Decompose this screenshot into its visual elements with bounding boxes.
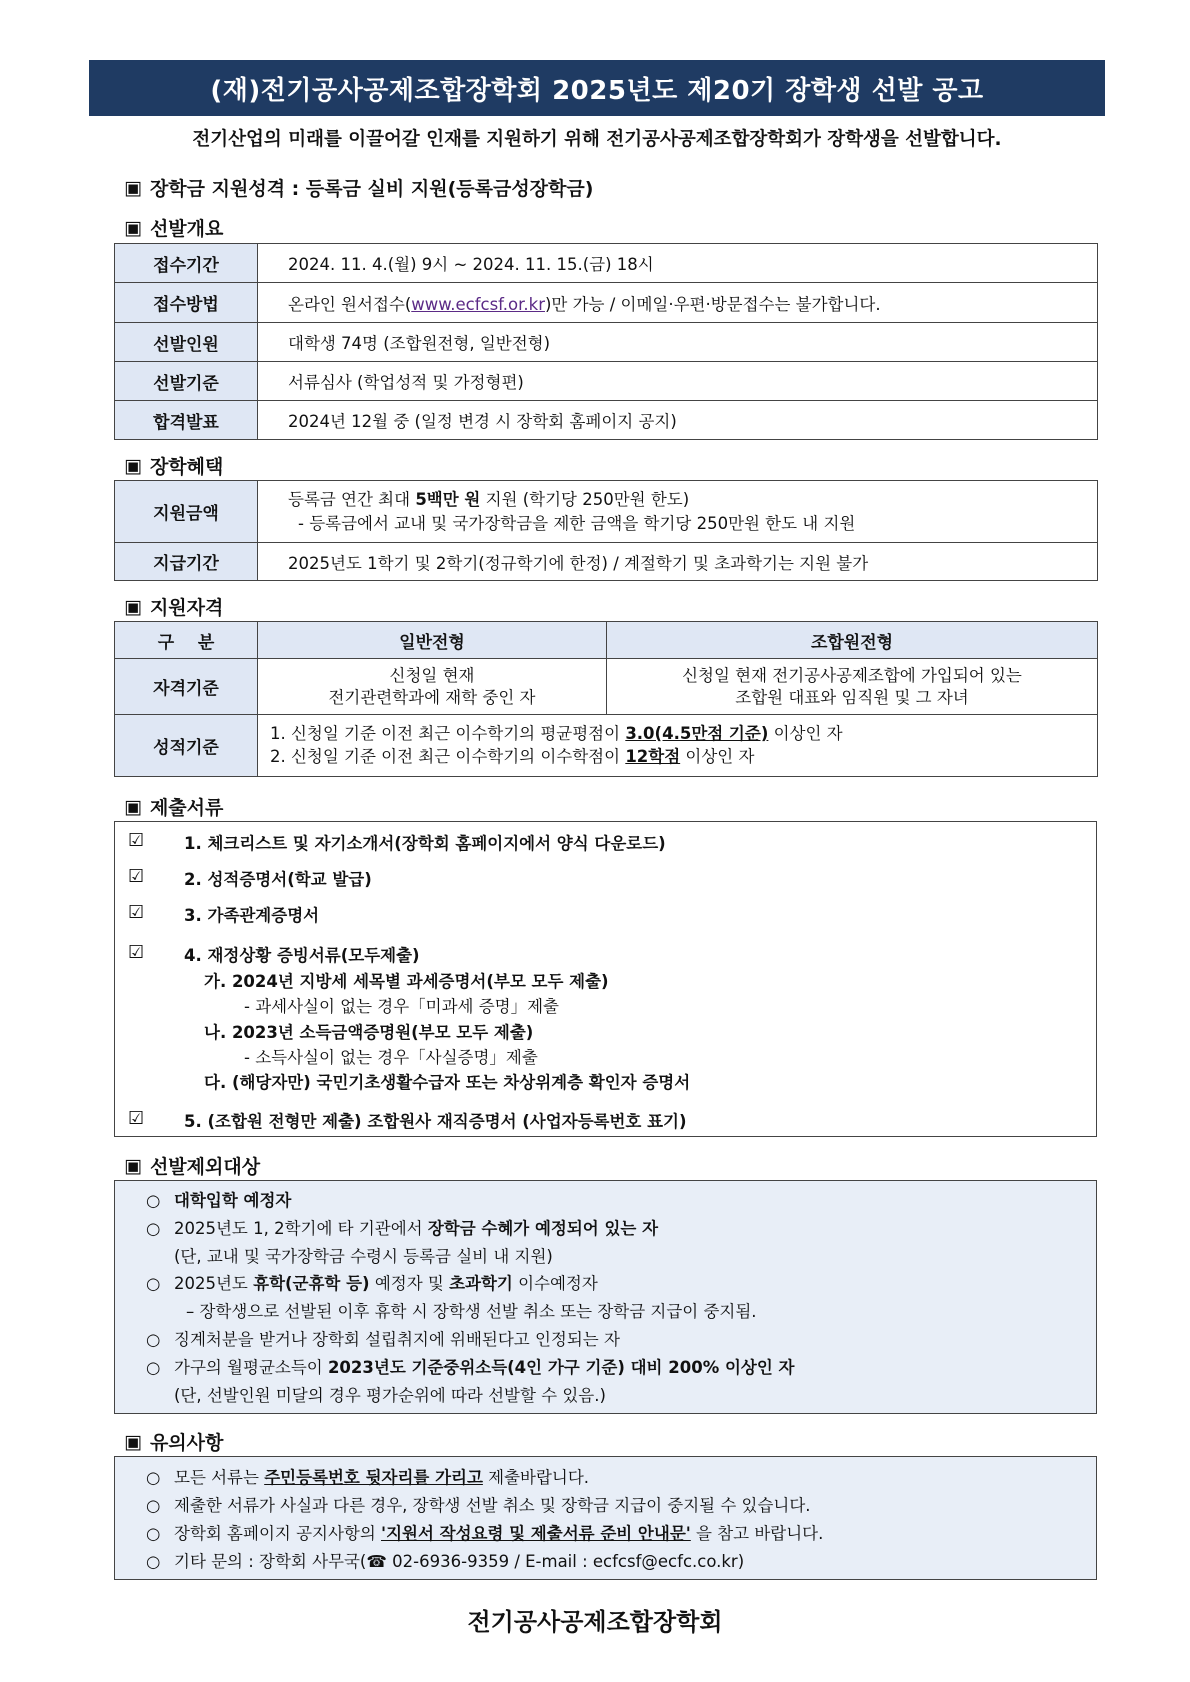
list-item (146, 1326, 620, 1350)
table-row (115, 401, 1098, 440)
document-sub-da: 다. (해당자만) 국민기초생활수급자 또는 차상위계층 확인자 증명서 (204, 1073, 691, 1092)
section-marker-icon: ▣ (124, 1154, 142, 1177)
note-text: 제출바랍니다. (482, 1468, 590, 1487)
table-row (115, 323, 1098, 362)
document-item: 1. 체크리스트 및 자기소개서(장학회 홈페이지에서 양식 다운로드) (184, 834, 666, 853)
list-item (146, 1215, 658, 1239)
benefit-label: 지원금액 (115, 481, 258, 543)
document-item: 5. (조합원 전형만 제출) 조합원사 재직증명서 (사업자등록번호 표기) (184, 1112, 687, 1131)
list-item (146, 1548, 744, 1572)
section-marker-icon: ▣ (124, 454, 142, 477)
table-row (115, 543, 1098, 581)
section-exclusion (124, 1152, 260, 1179)
grade-1-pre: 1. 신청일 기준 이전 최근 이수학기의 평균평점이 (270, 723, 626, 743)
exclusion-text: 대학입학 예정자 (174, 1191, 292, 1210)
bullet-icon: ○ (146, 1219, 161, 1238)
section-benefits (124, 452, 223, 479)
overview-table (114, 243, 1098, 440)
bullet-icon: ○ (146, 1274, 161, 1293)
benefit-value: 2025년도 1학기 및 2학기(정규학기에 한정) / 계절학기 및 초과학기는 지원 불가 (258, 543, 1098, 581)
amount-bold: 5백만 원 (415, 489, 481, 509)
section-overview-title: 선발개요 (149, 218, 224, 240)
exclusion-text: 2025년도 (174, 1274, 254, 1293)
exclusion-bold: 초과학기 (449, 1274, 513, 1293)
checkbox-icon: ☑ (128, 830, 145, 851)
exclusion-text: 이수예정자 (512, 1274, 598, 1293)
section-nature-title: 장학금 지원성격 : 등록금 실비 지원(등록금성장학금) (149, 178, 594, 200)
amount-line-1 (288, 488, 1089, 512)
phone-icon: ☎ (366, 1552, 387, 1571)
bullet-icon: ○ (146, 1358, 161, 1377)
document-sub-na: 나. 2023년 소득금액증명원(부모 모두 제출) (204, 1023, 534, 1042)
exclusion-text: 2025년도 1, 2학기에 타 기관에서 (174, 1219, 428, 1238)
overview-label: 접수방법 (115, 283, 258, 323)
document-item: 4. 재정상황 증빙서류(모두제출) (184, 946, 420, 965)
note-text: 제출한 서류가 사실과 다른 경우, 장학생 선발 취소 및 장학금 지급이 중지될 수 있습니다. (174, 1496, 811, 1515)
list-item (128, 830, 666, 854)
section-overview (124, 214, 223, 241)
grade-2-post: 이상인 자 (680, 746, 755, 766)
section-documents-title: 제출서류 (149, 797, 224, 819)
grade-2-bold: 12학점 (625, 746, 681, 766)
exclusion-bold: 장학금 수혜가 예정되어 있는 자 (427, 1219, 659, 1238)
exclusion-bold: 휴학(군휴학 등) (253, 1274, 370, 1293)
table-row (115, 659, 1098, 715)
document-sub-ga: 가. 2024년 지방세 세목별 과세증명서(부모 모두 제출) (204, 972, 609, 991)
overview-value: 서류심사 (학업성적 및 가정형편) (258, 362, 1098, 401)
grade-criteria (258, 715, 1098, 777)
benefit-value (258, 481, 1098, 543)
exclusion-continuation: (단, 선발인원 미달의 경우 평가순위에 따라 선발할 수 있음.) (174, 1386, 606, 1405)
bullet-icon: ○ (146, 1468, 161, 1487)
qual-member-line: 조합원 대표와 임직원 및 그 자녀 (735, 687, 969, 707)
section-eligibility-title: 지원자격 (149, 597, 224, 619)
exclusion-continuation: (단, 교내 및 국가장학금 수령시 등록금 실비 내 지원) (174, 1247, 553, 1266)
intro-text: 전기산업의 미래를 이끌어갈 인재를 지원하기 위해 전기공사공제조합장학회가 장학생을 선발합니다. (192, 129, 1002, 150)
section-notes-title: 유의사항 (149, 1432, 224, 1454)
document-item: 2. 성적증명서(학교 발급) (184, 870, 372, 889)
benefit-label: 지급기간 (115, 543, 258, 581)
list-item (146, 1464, 589, 1488)
overview-value: 2024년 12월 중 (일정 변경 시 장학회 홈페이지 공지) (258, 401, 1098, 440)
section-marker-icon: ▣ (124, 216, 142, 239)
note-bold: '지원서 작성요령 및 제출서류 준비 안내문' (381, 1524, 691, 1543)
section-marker-icon: ▣ (124, 1430, 142, 1453)
overview-label: 접수기간 (115, 244, 258, 283)
eligibility-table (114, 621, 1098, 777)
section-nature (124, 174, 593, 201)
table-row (115, 622, 1098, 659)
bullet-icon: ○ (146, 1524, 161, 1543)
col-header: 조합원전형 (607, 622, 1098, 659)
grade-line-2 (270, 746, 1089, 769)
section-marker-icon: ▣ (124, 795, 142, 818)
list-item (128, 1108, 687, 1132)
grade-line-1 (270, 723, 1089, 746)
overview-label: 합격발표 (115, 401, 258, 440)
list-item (128, 942, 420, 966)
document-sub-na-note: - 소득사실이 없는 경우「사실증명」제출 (244, 1048, 538, 1067)
amount-line-2: - 등록금에서 교내 및 국가장학금을 제한 금액을 학기당 250만원 한도 내 지원 (298, 513, 856, 533)
amount-post: 지원 (학기당 250만원 한도) (480, 489, 690, 509)
bullet-icon: ○ (146, 1552, 161, 1571)
list-item (128, 866, 372, 890)
document-sub-ga-note: - 과세사실이 없는 경우「미과세 증명」제출 (244, 997, 559, 1016)
exclusion-text: 예정자 및 (369, 1274, 450, 1293)
website-link[interactable]: www.ecfcsf.or.kr (411, 294, 545, 314)
benefits-table (114, 480, 1098, 581)
section-exclusion-title: 선발제외대상 (149, 1156, 261, 1178)
section-eligibility (124, 593, 223, 620)
bullet-icon: ○ (146, 1496, 161, 1515)
qual-label: 자격기준 (115, 659, 258, 715)
note-bold: 주민등록번호 뒷자리를 가리고 (264, 1468, 483, 1487)
exclusion-text: 징계처분을 받거나 장학회 설립취지에 위배된다고 인정되는 자 (174, 1330, 620, 1349)
list-item (146, 1354, 794, 1378)
qual-member (607, 659, 1098, 715)
method-post: )만 가능 / 이메일·우편·방문접수는 불가합니다. (544, 294, 881, 314)
list-item (146, 1270, 598, 1294)
grade-2-pre: 2. 신청일 기준 이전 최근 이수학기의 이수학점이 (270, 746, 626, 766)
table-row (115, 715, 1098, 777)
overview-value (258, 283, 1098, 323)
section-marker-icon: ▣ (124, 595, 142, 618)
qual-general (258, 659, 607, 715)
document-item: 3. 가족관계증명서 (184, 906, 320, 925)
grade-1-post: 이상인 자 (768, 723, 843, 743)
checkbox-icon: ☑ (128, 866, 145, 887)
overview-label: 선발인원 (115, 323, 258, 362)
note-text: 모든 서류는 (174, 1468, 265, 1487)
list-item (146, 1492, 811, 1516)
overview-label: 선발기준 (115, 362, 258, 401)
exclusion-text: 가구의 월평균소득이 (174, 1358, 328, 1377)
section-marker-icon: ▣ (124, 176, 142, 199)
section-documents (124, 793, 223, 820)
overview-value: 2024. 11. 4.(월) 9시 ~ 2024. 11. 15.(금) 18시 (258, 244, 1098, 283)
table-row (115, 362, 1098, 401)
qual-general-line: 신청일 현재 (389, 666, 475, 686)
qual-member-line: 신청일 현재 전기공사공제조합에 가입되어 있는 (682, 666, 1022, 686)
table-row (115, 244, 1098, 283)
method-pre: 온라인 원서접수( (288, 294, 412, 314)
checkbox-icon: ☑ (128, 1108, 145, 1129)
footer-org-name: 전기공사공제조합장학회 (467, 1608, 723, 1636)
bullet-icon: ○ (146, 1191, 161, 1210)
checkbox-icon: ☑ (128, 942, 145, 963)
exclusion-continuation: – 장학생으로 선발된 이후 휴학 시 장학생 선발 취소 또는 장학금 지급이 중지됨. (186, 1302, 757, 1321)
exclusion-bold: 2023년도 기준중위소득(4인 가구 기준) 대비 200% 이상인 자 (327, 1358, 795, 1377)
note-text: 장학회 홈페이지 공지사항의 (174, 1524, 382, 1543)
grade-label: 성적기준 (115, 715, 258, 777)
note-text: 02-6936-9359 / E-mail : ecfcsf@ecfc.co.kr) (386, 1552, 745, 1571)
bullet-icon: ○ (146, 1330, 161, 1349)
note-text: 기타 문의 : 장학회 사무국( (174, 1552, 367, 1571)
list-item (128, 902, 319, 926)
table-row (115, 283, 1098, 323)
section-benefits-title: 장학혜택 (149, 456, 224, 478)
col-header: 구 분 (115, 622, 258, 659)
table-row (115, 481, 1098, 543)
qual-general-line: 전기관련학과에 재학 중인 자 (328, 687, 536, 707)
section-notes (124, 1428, 223, 1455)
col-header: 일반전형 (258, 622, 607, 659)
overview-value: 대학생 74명 (조합원전형, 일반전형) (258, 323, 1098, 362)
page-title: (재)전기공사공제조합장학회 2025년도 제20기 장학생 선발 공고 (89, 60, 1105, 116)
amount-pre: 등록금 연간 최대 (288, 489, 416, 509)
checkbox-icon: ☑ (128, 902, 145, 923)
note-text: 을 참고 바랍니다. (690, 1524, 824, 1543)
grade-1-bold: 3.0(4.5만점 기준) (625, 723, 769, 743)
list-item (146, 1520, 823, 1544)
list-item (146, 1187, 291, 1211)
